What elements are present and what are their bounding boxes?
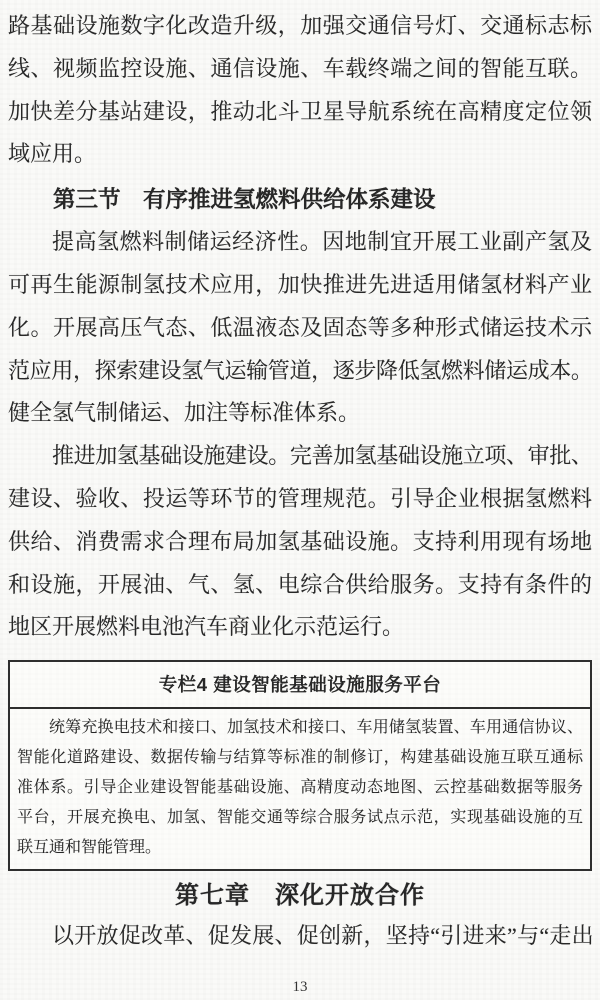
text-line: 和设施，开展油、气、氢、电综合供给服务。支持有条件的 bbox=[8, 571, 592, 597]
box-text-line: 准体系。引导企业建设智能基础设施、高精度动态地图、云控基础数据等服务 bbox=[17, 779, 583, 797]
text-line: 范应用，探索建设氢气运输管道，逐步降低氢燃料储运成本。 bbox=[8, 357, 592, 383]
callout-box bbox=[8, 660, 592, 871]
box-text-line: 智能化道路建设、数据传输与结算等标准的制修订，构建基础设施互联互通标 bbox=[17, 749, 583, 767]
text-line: 建设、验收、投运等环节的管理规范。引导企业根据氢燃料 bbox=[8, 485, 592, 511]
text-line: 健全氢气制储运、加注等标准体系。 bbox=[8, 400, 361, 426]
callout-box-body bbox=[10, 709, 590, 869]
page-number: 13 bbox=[292, 978, 308, 995]
section-heading: 第三节 有序推进氢燃料供给体系建设 bbox=[53, 187, 436, 213]
text-line: 线、视频监控设施、通信设施、车载终端之间的智能互联。 bbox=[8, 55, 592, 81]
text-line: 地区开展燃料电池汽车商业化示范运行。 bbox=[8, 614, 405, 640]
text-line: 提高氢燃料制储运经济性。因地制宜开展工业副产氢及 bbox=[52, 229, 592, 255]
text-line: 域应用。 bbox=[8, 141, 97, 167]
box-text-line: 联互通和智能管理。 bbox=[17, 839, 162, 857]
text-line: 化。开展高压气态、低温液态及固态等多种形式储运技术示 bbox=[8, 314, 592, 340]
box-text-line: 统筹充换电技术和接口、加氢技术和接口、车用储氢装置、车用通信协议、 bbox=[49, 719, 583, 737]
text-line: 可再生能源制氢技术应用，加快推进先进适用储氢材料产业 bbox=[8, 271, 592, 297]
callout-box-title: 专栏4 建设智能基础设施服务平台 bbox=[10, 662, 590, 709]
chapter-heading: 第七章 深化开放合作 bbox=[175, 883, 425, 910]
box-text-line: 平台，开展充换电、加氢、智能交通等综合服务试点示范，实现基础设施的互 bbox=[17, 809, 583, 827]
text-line: 推进加氢基础设施建设。完善加氢基础设施立项、审批、 bbox=[52, 443, 592, 469]
text-line: 路基础设施数字化改造升级，加强交通信号灯、交通标志标 bbox=[8, 13, 592, 38]
text-line: 加快差分基站建设，推动北斗卫星导航系统在高精度定位领 bbox=[8, 98, 592, 124]
text-line: 以开放促改革、促发展、促创新，坚持“引进来”与“走出 bbox=[52, 923, 592, 949]
text-line: 供给、消费需求合理布局加氢基础设施。支持利用现有场地 bbox=[8, 528, 592, 554]
